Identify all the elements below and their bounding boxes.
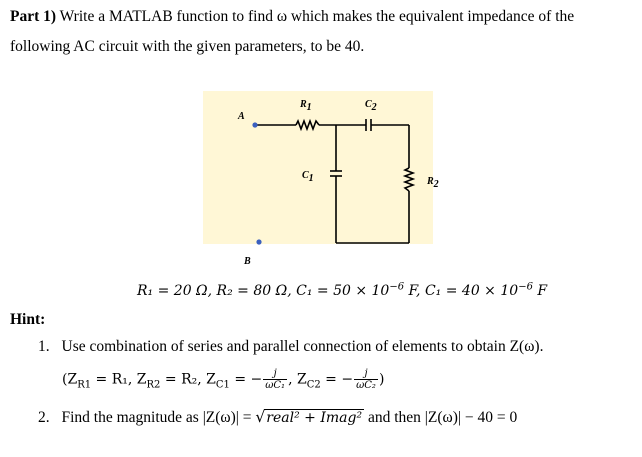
terminal-a <box>252 122 257 127</box>
hint-title: Hint: <box>10 311 46 328</box>
terminal-b <box>256 239 261 244</box>
hint-item-2-number: 2. <box>38 409 50 426</box>
label-r1: $R_1$ <box>300 99 312 113</box>
parameters-text: R₁ = 20 Ω, R₂ = 80 Ω, C₁ = 50 × 10 <box>137 283 390 299</box>
problem-text-1: Write a MATLAB function to find ω which makes the equivalent impedance of the <box>59 8 575 25</box>
resistor-r2 <box>405 168 413 191</box>
sqrt-content: real² + Imag² <box>266 410 363 426</box>
problem-text-2: following AC circuit with the given parameters, to be 40. <box>10 38 365 55</box>
sqrt-symbol: √ <box>255 408 266 426</box>
problem-line-1 <box>10 8 574 26</box>
hint-item-2 <box>38 408 517 427</box>
parameters-line: R₁ = 20 Ω, R₂ = 80 Ω, $C_1 = 50 \times 10^{-6}$ F, $C_1 = 40 \times 10^{-6}$ F <box>137 281 548 299</box>
hint-item-1-text: Use combination of series and parallel connection of elements to obtain Z(ω). <box>61 338 544 355</box>
label-node-b: B <box>244 256 251 267</box>
label-node-a: A <box>238 111 245 122</box>
problem-line-2 <box>10 38 364 56</box>
part-label: Part 1) <box>10 8 57 25</box>
label-r2: $R_2$ <box>427 176 439 190</box>
fraction-zc2: $\frac{j}{\text{ωC₂}}$ <box>356 368 376 391</box>
label-c1: $C_1$ <box>302 170 314 184</box>
fraction-zc1: $\frac{j}{\text{ωC₁}}$ <box>265 368 286 391</box>
label-c2: $C_2$ <box>365 99 377 113</box>
hint-item-1-number: 1. <box>38 338 50 355</box>
hint-item-1 <box>38 338 543 356</box>
hint-item-2-text: Find the magnitude as |Z(ω)| = <box>61 409 256 426</box>
hint-item-2-end: and then |Z(ω)| − 40 = 0 <box>364 409 518 426</box>
resistor-r1 <box>296 121 319 129</box>
hint-item-1-equation: ($Z_{R1} = R_1$, $Z_{R2} = R_2$, $Z_{C1}$ = − $\frac{j}{\text{ωC₁}}$ , $Z_{C2}$ = − $\frac{j}{\text{ωC₂}}$ ) <box>62 368 385 391</box>
